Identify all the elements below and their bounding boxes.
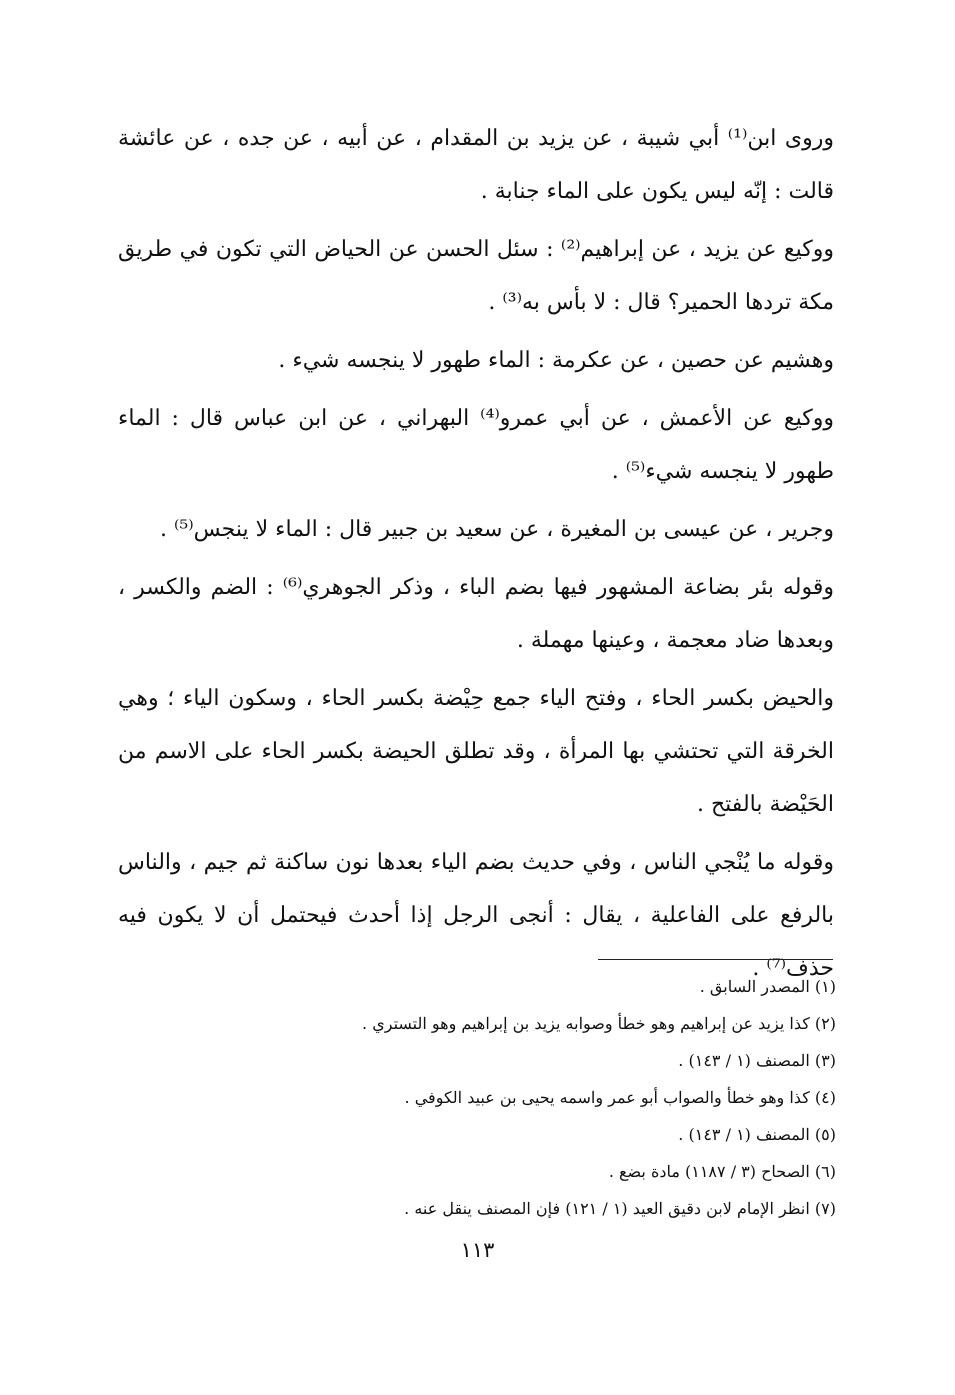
main-text: [118, 112, 834, 1000]
paragraph: وروى ابن⁽¹⁾ أبي شيبة ، عن يزيد بن المقدام ، عن أبيه ، عن جده ، عن عائشة قالت : إنّه ليس يكون على الماء جنابة .: [118, 126, 834, 204]
footnote: (٦) الصحاح (٣ / ١١٨٧) مادة بضع .: [608, 1162, 836, 1181]
footnotes: [240, 968, 836, 1227]
paragraph: وهشيم عن حصين ، عن عكرمة : الماء طهور لا ينجسه شيء .: [278, 348, 834, 373]
paragraph: والحيض بكسر الحاء ، وفتح الياء جمع حِيْضة بكسر الحاء ، وسكون الياء ؛ وهي الخرقة التي تحتشي بها المرأة ، وقد تطلق الحيضة بكسر الحاء على الاسم من الحَيْضة بالفتح .: [118, 686, 834, 817]
footnote: (٧) انظر الإمام لابن دقيق العيد (١ / ١٢١) فإن المصنف ينقل عنه .: [404, 1199, 836, 1218]
footnote: (٢) كذا يزيد عن إبراهيم وهو خطأ وصوابه يزيد بن إبراهيم وهو التستري .: [362, 1014, 836, 1033]
footnote-separator: [598, 959, 833, 960]
footnote: (٥) المصنف (١ / ١٤٣) .: [678, 1125, 836, 1144]
paragraph: وقوله ما يُنْجي الناس ، وفي حديث بضم الياء بعدها نون ساكنة ثم جيم ، والناس بالرفع على الفاعلية ، يقال : أنجى الرجل إذا أحدث فيحتمل أن لا يكون فيه حذف⁽⁷⁾ .: [118, 850, 834, 981]
paragraph: وجرير ، عن عيسى بن المغيرة ، عن سعيد بن جبير قال : الماء لا ينجس⁽⁵⁾ .: [159, 517, 834, 542]
footnote: (١) المصدر السابق .: [699, 977, 836, 996]
paragraph: ووكيع عن الأعمش ، عن أبي عمرو⁽⁴⁾ البهراني ، عن ابن عباس قال : الماء طهور لا ينجسه شيء⁽⁵⁾ .: [118, 406, 834, 484]
paragraph: ووكيع عن يزيد ، عن إبراهيم⁽²⁾ : سئل الحسن عن الحياض التي تكون في طريق مكة تردها الحمير؟ قال : لا بأس به⁽³⁾ .: [118, 237, 834, 315]
footnote: (٤) كذا وهو خطأ والصواب أبو عمر واسمه يحيى بن عبيد الكوفي .: [404, 1088, 836, 1107]
page-number: ١١٣: [460, 1238, 495, 1262]
paragraph: وقوله بئر بضاعة المشهور فيها بضم الباء ، وذكر الجوهري⁽⁶⁾ : الضم والكسر ، وبعدها ضاد معجمة ، وعينها مهملة .: [118, 575, 834, 653]
footnote: (٣) المصنف (١ / ١٤٣) .: [678, 1051, 836, 1070]
